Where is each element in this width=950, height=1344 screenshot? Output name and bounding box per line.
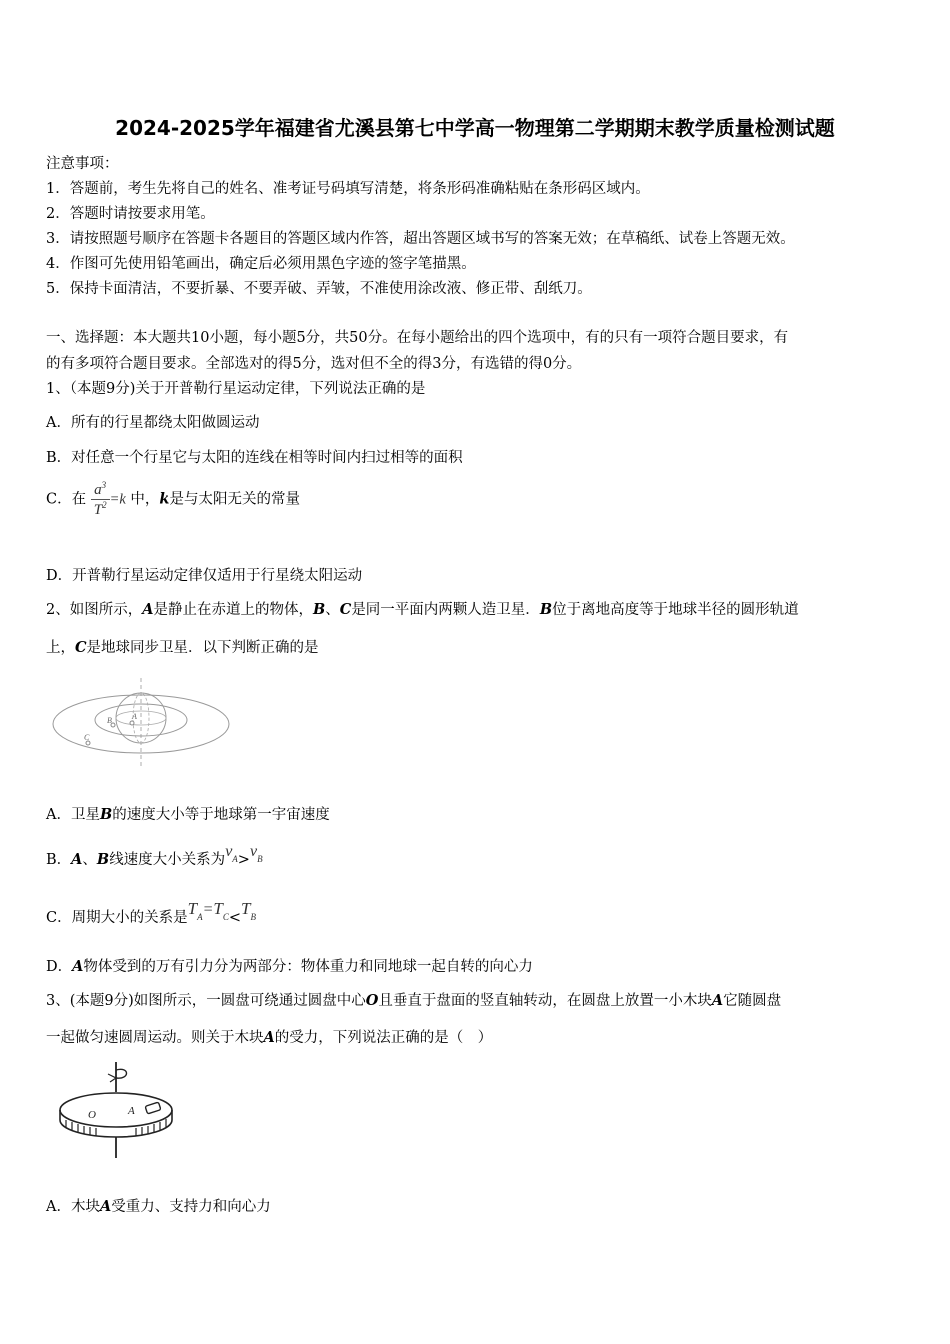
math-sub-c: C [222,911,229,922]
q2-text: B． [46,852,72,868]
q3-text: 它随圆盘 [723,993,782,1009]
q2-option-d [46,955,533,976]
math-t: T [241,899,251,918]
q3-text: 且垂直于盘面的竖直轴转动，在圆盘上放置一小木块 [378,993,712,1009]
var-o: O [365,992,379,1009]
math-gt: > [237,852,250,868]
q3-text: A．木块 [46,1199,100,1215]
notice-item: 2．答题时请按要求用笔。 [46,206,215,222]
q1-stem: 1、（本题9分)关于开普勒行星运动定律，下列说法正确的是 [46,381,426,397]
q2-text: 线速度大小关系为 [109,852,226,868]
math-t: T [213,899,223,918]
q2-option-a [46,803,330,824]
fig-label-b: B [107,716,112,725]
frac-equals-k: =k [109,491,126,508]
math-sub-a: A [232,853,238,864]
math-sub-b: B [257,853,263,864]
notice-heading: 注意事项： [46,156,119,172]
var-c: C [339,601,352,618]
kepler-fraction [91,480,110,519]
q3-text: 的受力，下列说法正确的是（ ） [274,1030,493,1046]
fig-label-a: A [132,712,137,721]
q2-text: 是地球同步卫星．以下判断正确的是 [86,640,319,656]
math-lt: < [228,910,241,926]
q1-option-c [46,480,300,519]
fig-label-o: O [88,1109,96,1121]
q2-stem-line2 [46,636,319,657]
q1-option-b: B．对任意一个行星它与太阳的连线在相等时间内扫过相等的面积 [46,450,463,466]
var-a: A [142,601,154,618]
q2-text: 是同一平面内两颗人造卫星． [351,602,540,618]
var-b: B [539,601,553,618]
q1-c-k: k [159,490,170,508]
page-title: 2024-2025学年福建省尤溪县第七中学高一物理第二学期期末教学质量检测试题 [115,116,835,140]
q2-text: 上， [46,640,75,656]
q3-stem-line2 [46,1026,492,1047]
q2-text: 、 [82,852,97,868]
q3-option-a [46,1195,271,1216]
q2-text: 是静止在赤道上的物体， [153,602,313,618]
math-eq: = [202,901,214,918]
var-c: C [75,639,87,656]
section-instructions-line2: 的有多项符合题目要求。全部选对的得5分，选对但不全的得3分，有选错的得0分。 [46,356,582,372]
var-a: A [71,851,83,868]
orbit-diagram [46,672,246,772]
disk-diagram [50,1058,190,1163]
q2-text: 位于离地高度等于地球半径的圆形轨道 [552,602,799,618]
q2-text: D． [46,959,73,975]
q1-c-mid: 中， [130,491,160,508]
q1-c-prefix: C．在 [46,491,87,508]
notice-item: 3．请按照题号顺序在答题卡各题目的答题区域内作答，超出答题区域书写的答案无效；在草稿纸、试卷上答题无效。 [46,231,795,247]
math-sub-b: B [250,911,256,922]
q3-text: 受重力、支持力和向心力 [111,1199,271,1215]
fig-label-a: A [128,1105,135,1117]
point-a-dot [130,721,134,725]
var-b: B [96,851,110,868]
math-t: T [187,899,198,918]
q1-c-suffix: 是与太阳无关的常量 [169,491,300,508]
q2-text: 、 [325,602,340,618]
q2-text: 的速度大小等于地球第一宇宙速度 [112,807,330,823]
q2-text: 物体受到的万有引力分为两部分：物体重力和同地球一起自转的向心力 [83,959,533,975]
var-a: A [263,1029,275,1046]
frac-numerator-exp: 3 [101,480,107,490]
math-sub-a: A [197,911,203,922]
q2-option-b [46,843,263,870]
section-instructions-line1: 一、选择题：本大题共10小题，每小题5分，共50分。在每小题给出的四个选项中，有的只有一项符合题目要求，有 [46,330,789,346]
q2-text: 2、如图所示， [46,602,143,618]
var-a: A [72,958,84,975]
notice-item: 1．答题前，考生先将自己的姓名、准考证号码填写清楚，将条形码准确粘贴在条形码区域内。 [46,181,650,197]
q2-text: A．卫星 [46,807,100,823]
arrow-head-icon [108,1074,116,1082]
q3-text: 一起做匀速圆周运动。则关于木块 [46,1030,264,1046]
q2-text: C．周期大小的关系是 [46,910,188,926]
frac-denominator: T [93,502,103,518]
var-b: B [99,806,113,823]
math-v: v [225,843,233,860]
q1-option-a: A．所有的行星都绕太阳做圆运动 [46,415,260,431]
q2-option-c [46,899,256,928]
var-b: B [313,601,326,618]
frac-numerator: a [94,482,102,498]
var-a: A [99,1198,112,1215]
var-a: A [711,992,724,1009]
q2-stem-line1 [46,598,799,619]
math-v: v [249,843,258,860]
q1-option-d: D．开普勒行星运动定律仅适用于行星绕太阳运动 [46,568,363,584]
frac-denominator-exp: 2 [102,500,107,510]
q3-stem-line1 [46,989,781,1010]
notice-item: 4．作图可先使用铅笔画出，确定后必须用黑色字迹的签字笔描黑。 [46,256,476,272]
notice-item: 5．保持卡面清洁，不要折暴、不要弄破、弄皱，不准使用涂改液、修正带、刮纸刀。 [46,281,592,297]
q3-text: 3、(本题9分)如图所示，一圆盘可绕通过圆盘中心 [46,993,366,1009]
fig-label-c: C [84,733,90,742]
rotation-arrow-icon [116,1069,127,1078]
